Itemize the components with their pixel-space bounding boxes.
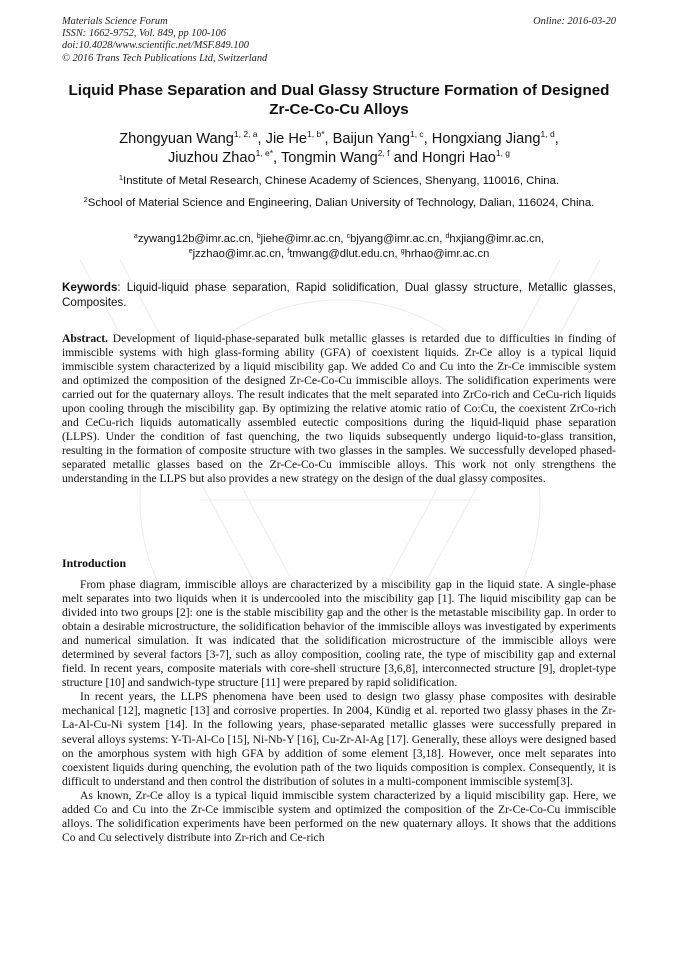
- journal-header: [62, 16, 267, 65]
- intro-paragraph-1: From phase diagram, immiscible alloys are characterized by a miscibility gap in the liquid state. A single-phase melt separates into two liquids when it is undercooled into the miscibility gap [1]. The liquid miscibility gap can be divided into two groups [2]: one is the stable miscibility gap and the other is the metastable miscibility gap. In order to obtain a desirable microstructure, the solidification behavior of the immiscible alloys was investigated by experiments and numerical simulation. It was indicated that the solidification microstructure of the immiscible alloys were determined by several factors [3-7], such as alloy composition, cooling rate, the type of miscibility gap and external field. In recent years, composite materials with core-shell structure [3,6,8], interconnected structure [9], droplet-type structure [10] and sandwich-type structure [11] were prepared by rapid solidification.: [62, 578, 616, 690]
- email-address[interactable]: hrhao@imr.ac.cn: [404, 248, 490, 261]
- author-sup: 1, d: [540, 129, 555, 139]
- email-address[interactable]: zywang12b@imr.ac.cn,: [137, 233, 254, 245]
- email-address[interactable]: tmwang@dlut.edu.cn,: [289, 248, 398, 261]
- affiliation-text: School of Material Science and Engineering, Dalian University of Technology, Dalian, 116024, China.: [87, 197, 595, 209]
- email-address[interactable]: bjyang@imr.ac.cn,: [350, 233, 443, 245]
- affiliation-text: Institute of Metal Research, Chinese Academy of Sciences, Shenyang, 110016, China.: [123, 175, 560, 187]
- intro-paragraph-2: In recent years, the LLPS phenomena have been used to design two glassy phase composites with desirable mechanical [12], magnetic [13] and corrosive properties. In 2004, Kündig et al. reported two glassy phases in the Zr-La-Al-Cu-Ni system [14]. In the following years, phase-separated metallic glasses were successfully prepared in several alloys systems: Y-Ti-Al-Co [15], Ni-Nb-Y [16], Cu-Zr-Al-Ag [17]. Generally, these alloys were designed based on the amorphous system with high GFA by addition of some element [3,18]. However, once melt separates into coexistent liquids during quenching, the evolution path of the two liquids composition is complex. Consequently, it is difficult to understand and then control the distribution of solutes in a multi-component immiscible system[3].: [62, 690, 616, 788]
- email-address[interactable]: jzzhao@imr.ac.cn,: [192, 248, 285, 261]
- author-sup: 1, e*: [255, 148, 274, 158]
- email-sup: a: [133, 233, 138, 240]
- email-sup: d: [445, 233, 450, 240]
- intro-paragraph-3: As known, Zr-Ce alloy is a typical liquid immiscible system characterized by a liquid miscibility gap. Here, we added Co and Cu into the Zr-Ce immiscible system and optimized the composition of the Zr-Ce-Co-Cu immiscible alloys. The solidification experiments have been performed on the new quaternary alloys. It shows that the additions Co and Cu selectively distribute into Zr-rich and Ce-rich: [62, 788, 616, 844]
- author-name: Tongmin Wang: [280, 150, 378, 166]
- journal-name: Materials Science Forum: [62, 16, 168, 27]
- email-sup: g: [400, 248, 405, 256]
- author-name: Jie He: [265, 131, 308, 147]
- author-name: Zhongyuan Wang: [119, 131, 234, 147]
- keywords-text: : Liquid-liquid phase separation, Rapid solidification, Dual glassy structure, Metallic glasses, Composites.: [62, 281, 616, 310]
- copyright-line: © 2016 Trans Tech Publications Ltd, Switzerland: [62, 52, 268, 64]
- doi-line: doi:10.4028/www.scientific.net/MSF.849.100: [62, 40, 249, 52]
- email-sup: f: [287, 248, 290, 256]
- abstract: [62, 332, 616, 487]
- email-list: [62, 232, 616, 263]
- author-name: Hongxiang Jiang: [431, 131, 541, 147]
- affiliation-sup: 1: [118, 173, 124, 182]
- keywords-label: Keywords: [62, 281, 118, 294]
- author-conjunction: and: [393, 150, 418, 166]
- affiliation-1: [62, 174, 616, 189]
- author-sup: 1, c: [409, 129, 424, 139]
- affiliation-2: [62, 196, 616, 211]
- author-sup: 2, f: [377, 148, 390, 158]
- issn-line: ISSN: 1662-9752, Vol. 849, pp 100-106: [62, 28, 226, 40]
- email-address[interactable]: hxjiang@imr.ac.cn,: [449, 233, 545, 245]
- introduction-body: [62, 578, 616, 845]
- email-sup: e: [188, 248, 193, 256]
- online-date: Online: 2016-03-20: [533, 16, 616, 27]
- author-sup: 1, 2, a: [233, 129, 258, 139]
- paper-title: Liquid Phase Separation and Dual Glassy Structure Formation of Designed Zr-Ce-Co-Cu Alloys: [68, 82, 610, 118]
- email-sup: c: [346, 233, 351, 240]
- keywords: [62, 280, 616, 311]
- introduction-heading: Introduction: [62, 556, 127, 570]
- author-sup: 1, g: [495, 148, 511, 158]
- author-name: Baijun Yang: [332, 131, 410, 147]
- email-sup: b: [256, 233, 261, 240]
- author-name: Jiuzhou Zhao: [167, 150, 256, 166]
- author-name: Hongri Hao: [422, 150, 496, 166]
- affiliation-sup: 2: [83, 195, 88, 204]
- author-sup: 1, b*: [307, 129, 325, 139]
- abstract-label: Abstract.: [62, 332, 109, 345]
- author-list: Zhongyuan Wang$^{1, 2, a}$, Jie $He^{1, b*}$, Baijun Yang$^{1, c}$, Hongxiang Jiang$^{1, d}$, Jiuzhou Zhao$^{1, e*}$, Tongmin Wang$^{2, f}$ and Hongri Hao$^{1, g}$: [119, 129, 559, 166]
- email-address[interactable]: jiehe@imr.ac.cn,: [260, 233, 344, 245]
- abstract-text: Development of liquid-phase-separated bulk metallic glasses is retarded due to difficulties in finding of immiscible systems with high glass-forming ability (GFA) of coexistent liquids. Zr-Ce alloy is a typical liquid immiscible system characterized by a liquid miscibility gap. We added Co and Cu into the Zr-Ce immiscible system and optimized the composition of the designed Zr-Ce-Co-Cu immiscible alloys. The solidification experiments were carried out for the quaternary alloys. The result indicates that the melt separated into ZrCo-rich and CeCu-rich liquids upon cooling through the miscibility gap. By optimizing the relative atomic ratio of Co:Cu, the coexistent ZrCo-rich and CeCu-rich liquids automatically assembled eutectic compositions during the liquid-liquid phase separation (LLPS). Under the condition of fast quenching, the two liquids subsequently undergo liquid-to-glass transition, resulting in the formation of composite structure with two glasses in the samples. We successfully developed phased-separated metallic glasses based on the Zr-Ce-Co-Cu immiscible alloys. This work not only strengthens the understanding in the LLPS but also provides a new strategy on the design of the dual glassy composites.: [62, 332, 616, 486]
